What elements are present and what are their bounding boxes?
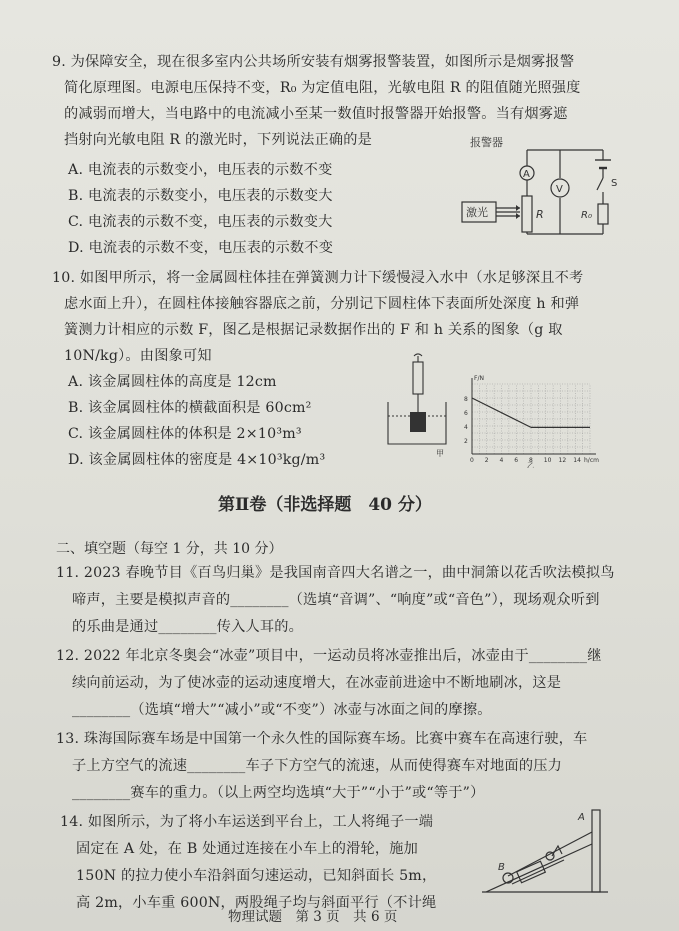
y-tick-label: 4 <box>464 424 468 431</box>
q10-option-d: D. 该金属圆柱体的密度是 4×10³kg/m³ <box>68 452 326 468</box>
y-tick-label: 6 <box>464 410 468 417</box>
x-tick-label: 12 <box>558 457 567 464</box>
fh-line-sloped <box>472 398 531 427</box>
alarm-label: 报警器 <box>470 136 503 149</box>
q9-option-c: C. 电流表的示数不变，电压表的示数变大 <box>68 214 333 230</box>
x-tick-label: 10 <box>543 457 552 464</box>
q10-option-a: A. 该金属圆柱体的高度是 12cm <box>68 374 277 390</box>
x-tick-label: 2 <box>484 457 489 464</box>
q11-line-2: 啼声，主要是模拟声音的________（选填“音调”、“响度”或“音色”），现场观众听到 <box>72 592 600 608</box>
q12-line-2: 续向前运动，为了使冰壶的运动速度增大，在冰壶前进途中不断地刷冰，这是 <box>72 675 562 691</box>
x-tick-label: 14 <box>573 457 581 464</box>
resistor-r0-label: R₀ <box>581 210 592 221</box>
smoke-alarm-circuit-diagram <box>460 132 630 240</box>
x-axis-label: h/cm <box>584 457 599 464</box>
q12-line-1: 12. 2022 年北京冬奥会“冰壶”项目中，一运动员将冰壶推出后，冰壶由于________继 <box>56 648 602 664</box>
y-tick-label: 2 <box>464 438 468 445</box>
q9-option-a: A. 电流表的示数变小，电压表的示数不变 <box>68 162 333 178</box>
q9-option-d: D. 电流表的示数不变，电压表的示数不变 <box>68 240 334 256</box>
ammeter-label: A <box>523 169 530 180</box>
laser-label: 激光 <box>466 206 488 219</box>
figure-jia-label: 甲 <box>436 449 444 458</box>
q9-line-2: 简化原理图。电源电压保持不变，R₀ 为定值电阻，光敏电阻 R 的阻值随光照强度 <box>64 80 581 96</box>
q9-line-4: 挡射向光敏电阻 R 的激光时，下列说法正确的是 <box>64 132 373 148</box>
q14-line-3: 150N 的拉力使小车沿斜面匀速运动，已知斜面长 5m， <box>76 868 437 884</box>
y-axis-label: F/N <box>474 375 484 382</box>
resistor-r-label: R <box>536 208 544 221</box>
q10-line-4: 10N/kg）。由图象可知 <box>64 348 212 364</box>
incline-pulley-diagram <box>478 806 612 894</box>
q10-line-2: 虑水面上升），在圆柱体接触容器底之前，分别记下圆柱体下表面所处深度 h 和弹 <box>64 296 580 312</box>
q14-line-1: 14. 如图所示，为了将小车运送到平台上，工人将绳子一端 <box>60 814 434 830</box>
page-footer: 物理试题 第 3 页 共 6 页 <box>228 909 398 925</box>
x-tick-label: 4 <box>499 457 504 464</box>
point-a-label: A <box>578 812 585 823</box>
section-2-title: 第Ⅱ卷（非选择题 40 分） <box>218 495 432 515</box>
point-b-label: B <box>498 862 505 873</box>
q9-line-1: 9. 为保障安全，现在很多室内公共场所安装有烟雾报警装置，如图所示是烟雾报警 <box>52 54 575 70</box>
fill-blank-part-title: 二、填空题（每空 1 分，共 10 分） <box>56 541 283 557</box>
x-tick-label: 0 <box>470 457 474 464</box>
x-tick-label: 6 <box>514 457 519 464</box>
q9-line-3: 的减弱而增大，当电路中的电流减小至某一数值时报警器开始报警。当有烟雾遮 <box>64 106 568 122</box>
figure-yi-label: 乙 <box>527 462 534 468</box>
q14-line-2: 固定在 A 处，在 B 处通过连接在小车上的滑轮，施加 <box>76 841 419 857</box>
q11-line-3: 的乐曲是通过________传入人耳的。 <box>72 619 304 635</box>
voltmeter-label: V <box>556 184 563 195</box>
q13-line-3: ________赛车的重力。（以上两空均选填“大于”“小于”或“等于”） <box>72 785 485 801</box>
q13-line-1: 13. 珠海国际赛车场是中国第一个永久性的国际赛车场。比赛中赛车在高速行驶，车 <box>56 731 588 747</box>
q10-line-1: 10. 如图甲所示，将一金属圆柱体挂在弹簧测力计下缓慢浸入水中（水足够深且不考 <box>52 270 584 286</box>
q10-option-b: B. 该金属圆柱体的横截面积是 60cm² <box>68 400 312 416</box>
q10-option-c: C. 该金属圆柱体的体积是 2×10³m³ <box>68 426 302 442</box>
f-h-graph <box>456 372 606 468</box>
q13-line-2: 子上方空气的流速________车子下方空气的流速，从而使得赛车对地面的压力 <box>72 758 562 774</box>
y-tick-label: 8 <box>464 396 468 403</box>
q11-line-1: 11. 2023 春晚节目《百鸟归巢》是我国南音四大名谱之一，曲中洞箫以花舌吹法模拟鸟 <box>56 565 615 581</box>
x-tick-label: 8 <box>529 457 533 464</box>
switch-label: S <box>611 178 618 189</box>
spring-scale-diagram <box>376 352 458 462</box>
q12-line-3: ________（选填“增大”“减小”或“不变”）冰壶与冰面之间的摩擦。 <box>72 702 492 718</box>
q14-line-4: 高 2m，小车重 600N，两股绳子均与斜面平行（不计绳 <box>76 895 437 911</box>
q9-option-b: B. 电流表的示数变小，电压表的示数变大 <box>68 188 333 204</box>
q10-line-3: 簧测力计相应的示数 F，图乙是根据记录数据作出的 F 和 h 关系的图象（g 取 <box>64 322 563 338</box>
